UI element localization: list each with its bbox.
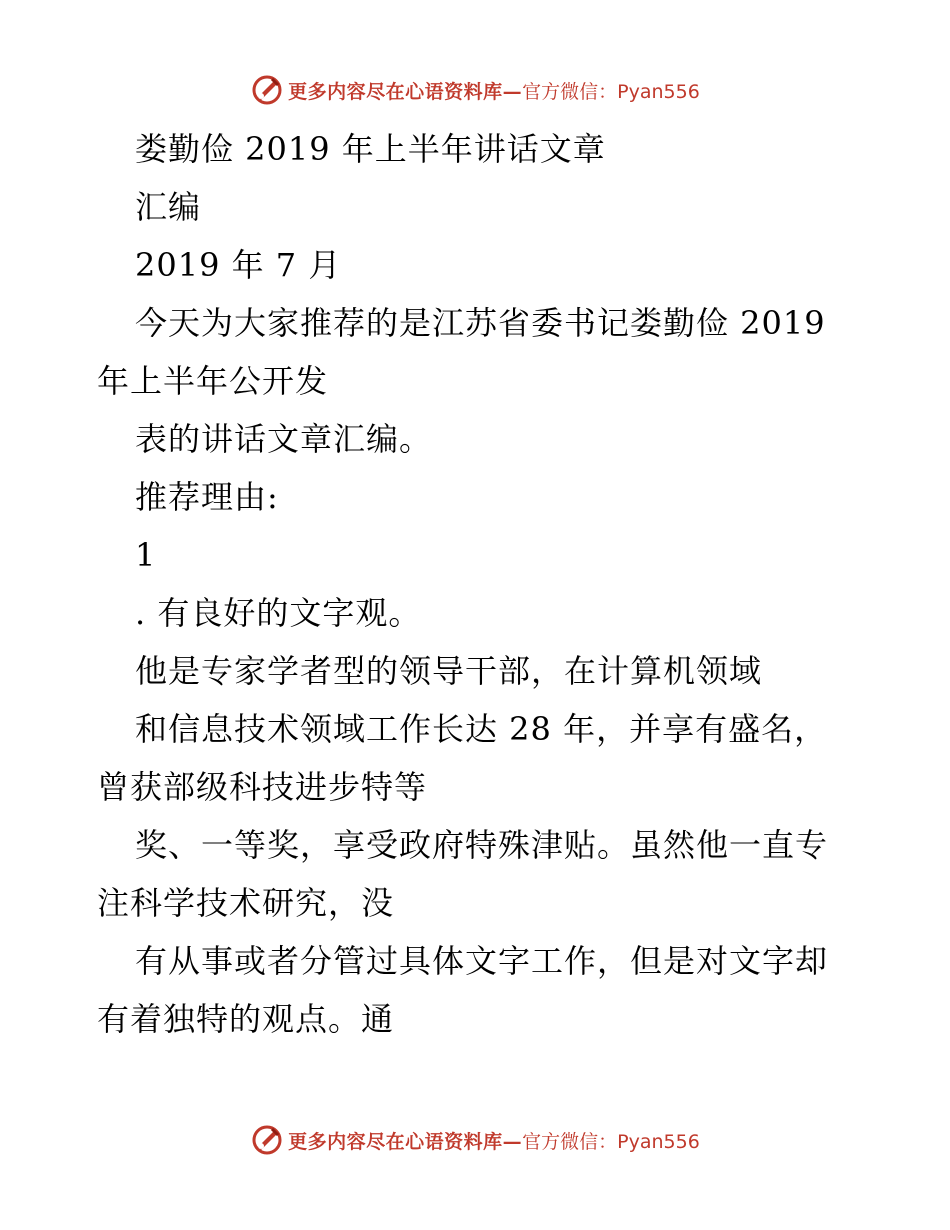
doc-line: 奖、一等奖，享受政府特殊津贴。虽然他一直专 <box>135 826 829 864</box>
watermark-wechat: 官方微信：Pyan556 <box>522 80 700 103</box>
doc-date: 2019 年 7 月 <box>135 246 342 284</box>
doc-title-line-1: 娄勤俭 2019 年上半年讲话文章 <box>135 130 606 168</box>
header-watermark <box>0 70 950 110</box>
doc-line: 曾获部级科技进步特等 <box>97 768 428 806</box>
doc-line: . 有良好的文字观。 <box>135 594 422 632</box>
doc-line: 有着独特的观点。通 <box>97 1000 395 1038</box>
document-body <box>97 120 887 1048</box>
watermark-text: 更多内容尽在心语资料库— <box>288 80 523 103</box>
doc-line: 他是专家学者型的领导干部，在计算机领域 <box>135 652 763 690</box>
doc-line: 今天为大家推荐的是江苏省委书记娄勤俭 2019 <box>135 304 826 342</box>
doc-title-line-2: 汇编 <box>135 188 202 226</box>
doc-line: 年上半年公开发 <box>97 362 329 400</box>
doc-line: 和信息技术领域工作长达 28 年，并享有盛名， <box>135 710 828 748</box>
brush-logo-icon <box>250 73 284 107</box>
doc-line: 表的讲话文章汇编。 <box>135 420 433 458</box>
doc-line: 有从事或者分管过具体文字工作，但是对文字却 <box>135 942 829 980</box>
brush-logo-icon <box>250 1123 284 1157</box>
doc-line: 注科学技术研究，没 <box>97 884 395 922</box>
doc-line: 推荐理由: <box>135 478 279 516</box>
doc-line: 1 <box>135 536 157 574</box>
watermark-wechat: 官方微信：Pyan556 <box>522 1130 700 1153</box>
footer-watermark <box>0 1120 950 1160</box>
watermark-text: 更多内容尽在心语资料库— <box>288 1130 523 1153</box>
